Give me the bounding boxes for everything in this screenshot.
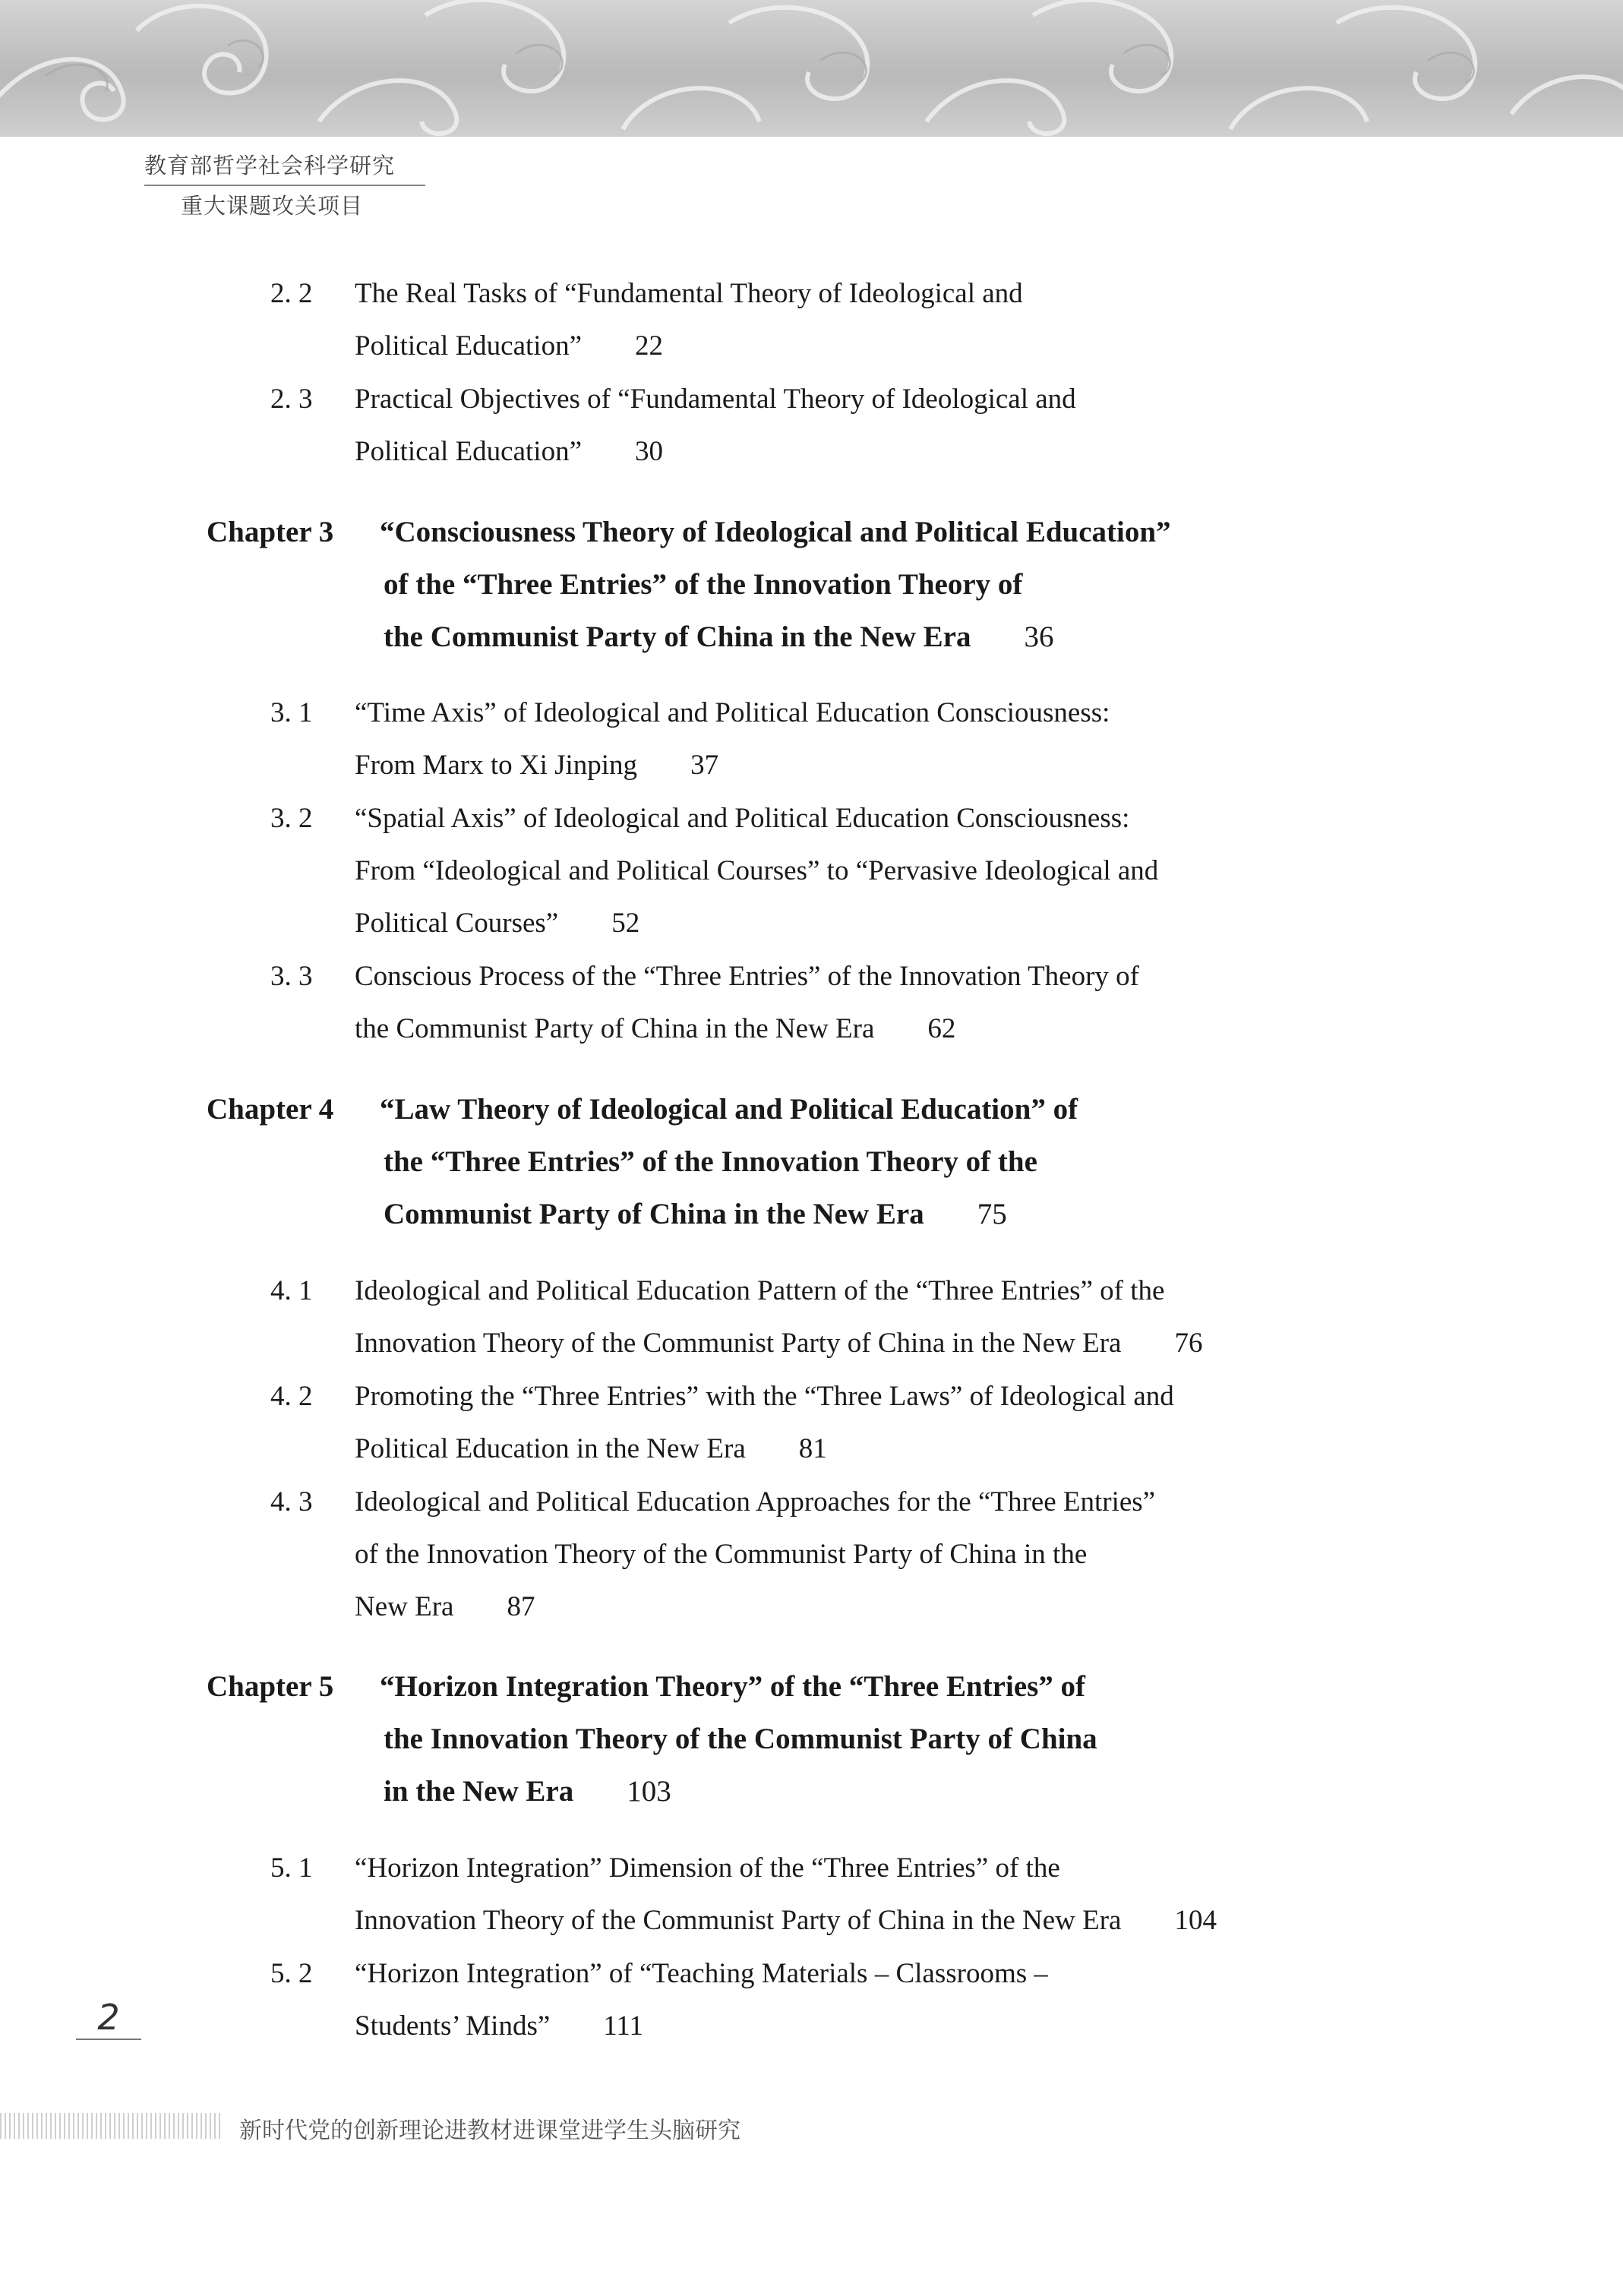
section-number: 5. 1: [270, 1852, 313, 1884]
page-number: 37: [690, 750, 719, 781]
chapter-title-line: the Communist Party of China in the New Era 36: [384, 621, 1054, 653]
section-title-line: Practical Objectives of “Fundamental Theory of Ideological and: [355, 384, 1076, 415]
series-title: 教育部哲学社会科学研究: [144, 149, 425, 186]
chapter-title-line: Communist Party of China in the New Era 75: [384, 1198, 1007, 1230]
section-number: 4. 3: [270, 1486, 313, 1518]
chapter-number: Chapter 5: [207, 1670, 334, 1703]
chapter-title-line: the “Three Entries” of the Innovation Theory of the: [384, 1145, 1037, 1178]
section-title-line: Conscious Process of the “Three Entries” of the Innovation Theory of: [355, 961, 1139, 992]
section-title-line: The Real Tasks of “Fundamental Theory of Ideological and: [355, 278, 1023, 309]
page-number: 76: [1174, 1328, 1203, 1359]
section-title-line: Political Education” 30: [355, 436, 663, 467]
section-title-line: “Horizon Integration” of “Teaching Materials – Classrooms –: [355, 1958, 1048, 1989]
section-title-line: Innovation Theory of the Communist Party of China in the New Era 104: [355, 1905, 1217, 1936]
chapter-title-line: the Innovation Theory of the Communist Party of China: [384, 1723, 1097, 1755]
section-title-line: Innovation Theory of the Communist Party of China in the New Era 76: [355, 1328, 1203, 1359]
page-number: 52: [611, 908, 640, 939]
footer-book-title: 新时代党的创新理论进教材进课堂进学生头脑研究: [239, 2118, 740, 2144]
page-number: 30: [635, 436, 663, 467]
page-number: 81: [798, 1433, 827, 1464]
section-title-line: Students’ Minds” 111: [355, 2010, 644, 2042]
footer-dot-pattern: [0, 2113, 220, 2139]
page-number: 87: [507, 1591, 535, 1622]
chapter-title-line: in the New Era 103: [384, 1775, 671, 1808]
chapter-number: Chapter 4: [207, 1093, 334, 1126]
page-number: 103: [627, 1775, 671, 1808]
section-title-line: “Spatial Axis” of Ideological and Political Education Consciousness:: [355, 803, 1130, 834]
chapter-title-line: of the “Three Entries” of the Innovation Theory of: [384, 568, 1023, 601]
section-title-line: the Communist Party of China in the New Era 62: [355, 1013, 956, 1044]
folio-page-number: 2: [76, 1996, 141, 2040]
section-title-line: Ideological and Political Education Pattern of the “Three Entries” of the: [355, 1275, 1165, 1306]
chapter-title-line: “Consciousness Theory of Ideological and Political Education”: [380, 516, 1171, 548]
section-title-line: Political Education in the New Era 81: [355, 1433, 827, 1464]
section-number: 3. 3: [270, 961, 313, 992]
section-title-line: New Era 87: [355, 1591, 535, 1622]
section-number: 3. 1: [270, 697, 313, 728]
section-number: 2. 3: [270, 384, 313, 415]
series-subtitle: 重大课题攻关项目: [181, 193, 364, 219]
section-title-line: Promoting the “Three Entries” with the “Three Laws” of Ideological and: [355, 1381, 1174, 1412]
section-title-line: Political Education” 22: [355, 330, 663, 362]
section-number: 3. 2: [270, 803, 313, 834]
page-number: 22: [635, 330, 663, 362]
page-number: 111: [603, 2010, 644, 2042]
page-number: 62: [927, 1013, 956, 1044]
section-title-line: From “Ideological and Political Courses” to “Pervasive Ideological and: [355, 855, 1159, 886]
section-title-line: From Marx to Xi Jinping 37: [355, 750, 719, 781]
chapter-number: Chapter 3: [207, 516, 334, 548]
page-number: 75: [977, 1198, 1007, 1230]
section-title-line: Political Courses” 52: [355, 908, 640, 939]
page-number: 104: [1174, 1905, 1217, 1936]
section-number: 4. 1: [270, 1275, 313, 1306]
section-title-line: of the Innovation Theory of the Communist Party of China in the: [355, 1539, 1088, 1570]
page-number: 36: [1024, 621, 1054, 653]
section-title-line: “Time Axis” of Ideological and Political Education Consciousness:: [355, 697, 1110, 728]
section-title-line: Ideological and Political Education Approaches for the “Three Entries”: [355, 1486, 1156, 1518]
section-number: 4. 2: [270, 1381, 313, 1412]
section-number: 5. 2: [270, 1958, 313, 1989]
section-number: 2. 2: [270, 278, 313, 309]
chapter-title-line: “Law Theory of Ideological and Political Education” of: [380, 1093, 1078, 1126]
section-title-line: “Horizon Integration” Dimension of the “Three Entries” of the: [355, 1852, 1060, 1884]
chapter-title-line: “Horizon Integration Theory” of the “Three Entries” of: [380, 1670, 1086, 1703]
